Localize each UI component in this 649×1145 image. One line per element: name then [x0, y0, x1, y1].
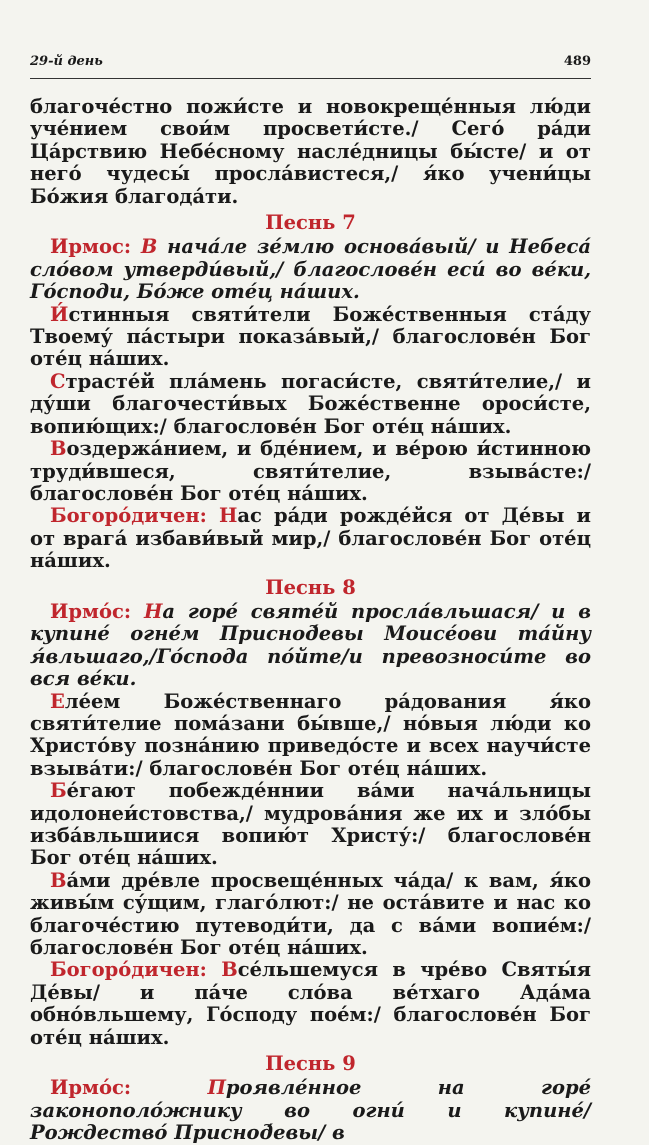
day-label: 29-й день: [30, 54, 103, 69]
rubric-label: Богоро́дичен:: [50, 504, 207, 528]
troparion-paragraph: [30, 691, 591, 781]
troparion-paragraph: [30, 438, 591, 505]
rubric-label: Ирмо́с:: [50, 1076, 132, 1100]
running-header: [30, 50, 591, 79]
troparion-paragraph: [30, 870, 591, 960]
page-number: 489: [563, 54, 591, 69]
verse-text: ́стинныя святи́тели Боже́ственныя ста́ду Твоему́ па́стыри показа́вый,/ благослове́н Бог оте́ц на́ших.: [30, 302, 591, 371]
rubric-label: Ирмо́с:: [50, 599, 132, 623]
theotokion-paragraph: [30, 959, 591, 1049]
red-initial: П: [207, 1076, 226, 1100]
verse-text: се́льшемуся в чре́во Святы́я Де́вы/ и па́че сло́ва ве́тхаго Ада́ма обно́вльшему, Го́споду пое́м:/ благослове́н Бог оте́ц на́ших.: [30, 958, 591, 1049]
troparion-paragraph: [30, 780, 591, 870]
verse-text: е́гают побежде́ннии ва́ми нача́льницы идолонеи́стовства,/ мудрова́ния же их и зло́бы изба́вльшиися вопию́т Христу́:/ благослове́н Бог оте́ц на́ших.: [30, 779, 591, 870]
verse-text: трасте́й пла́мень погаси́сте, святи́телие,/ и ду́ши благочести́вых Боже́ственне ороси́сте, вопию́щих:/ благослове́н Бог оте́ц на́ших.: [30, 369, 591, 438]
irmos-paragraph: [30, 601, 591, 691]
verse-text: оздержа́нием, и бде́нием, и ве́рою и́стинною труди́вшеся, святи́телие, взыва́сте:/ благослове́н Бог оте́ц на́ших.: [30, 437, 591, 505]
red-initial: Б: [50, 779, 67, 803]
verse-text: ле́ем Боже́ственнаго ра́дования я́ко святи́телие пома́зани бы́вше,/ но́выя лю́ди ко Христо́ву позна́нию приведо́сте и всех научи́сте взыва́ти:/ благослове́н Бог оте́ц на́ших.: [30, 689, 591, 780]
red-initial: Е: [50, 689, 65, 713]
red-initial: В: [50, 868, 67, 892]
canticle-heading: Песнь 9: [265, 1052, 356, 1076]
verse-text: нача́ле зе́млю основа́вый/ и Небеса́ сло́вом утверди́вый,/ благослове́н еси́ во ве́ки, Го́споди, Бо́же оте́ц на́ших.: [30, 235, 591, 304]
theotokion-paragraph: [30, 505, 591, 572]
paragraph: благоче́стно пожи́сте и новокреще́нныя лю́ди уче́нием свои́м просвети́сте./ Сего́ ра́ди Ца́рствию Небе́сному насле́дницы бы́сте/ и от него́ чудесы́ просла́вистеся,/ я́ко учени́цы Бо́жия благода́ти.: [30, 95, 591, 208]
troparion-paragraph: [30, 371, 591, 438]
canticle-heading: Песнь 7: [265, 211, 356, 235]
red-initial: В: [221, 958, 238, 982]
red-initial: Н: [143, 599, 163, 623]
verse-text: ас ра́ди рожде́йся от Де́вы и от врага́ избави́вый мир,/ благослове́н Бог оте́ц на́ших.: [30, 504, 591, 573]
red-initial: В: [140, 235, 158, 259]
red-initial: В: [50, 437, 67, 461]
troparion-paragraph: [30, 304, 591, 371]
red-initial: Н: [218, 504, 238, 528]
page-body: [30, 96, 591, 1145]
red-initial: С: [50, 369, 66, 393]
verse-text: роявле́нное на горе́ законополо́жнику во огни́ и купине́/ Рождество́ Приснод́евы/ в: [30, 1076, 591, 1145]
canticle-heading: Песнь 8: [265, 575, 356, 599]
rubric-label: Ирмос:: [50, 235, 132, 259]
verse-text: а горе́ святе́й просла́вльшася/ и в купине́ огне́м Приснод́евы Моисе́ови та́йну я́вльшаго,/Го́спода по́йте/и превозноси́те во вся ве́ки.: [30, 599, 591, 691]
red-initial: И: [50, 302, 69, 326]
irmos-paragraph: [30, 1077, 591, 1144]
irmos-paragraph: [30, 236, 591, 303]
rubric-label: Богоро́дичен:: [50, 958, 207, 982]
verse-text: а́ми дре́вле просвеще́нных ча́да/ к вам, я́ко живы́м су́щим, глаго́лют:/ не оста́вите и нас ко благоче́стию путеводи́ти, да с ва́ми вопие́м:/ благослове́н Бог оте́ц на́ших.: [30, 868, 591, 960]
